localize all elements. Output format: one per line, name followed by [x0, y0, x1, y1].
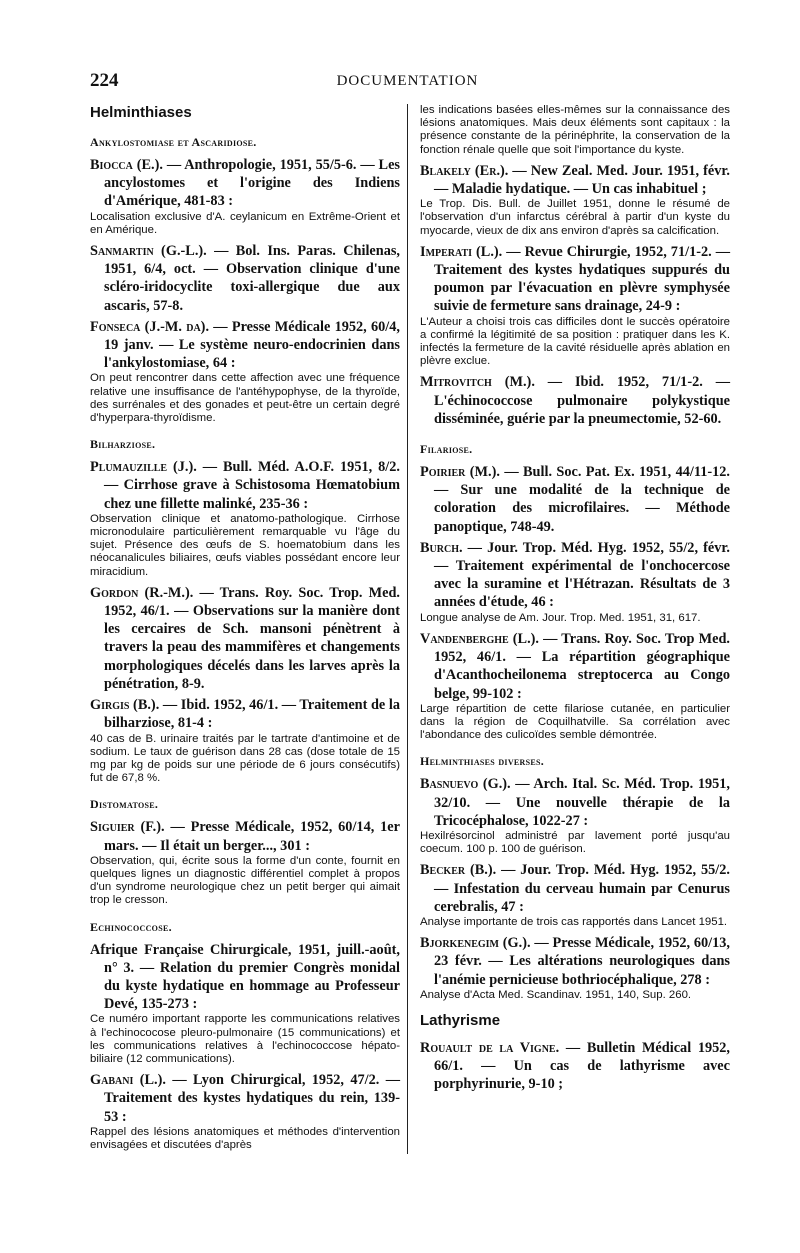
entry-reference: — Presse Médicale 1952, 60/4, 19 janv. — Le système neuro-endocrinien dans l'ankylostomiase, 64 :	[104, 318, 400, 372]
entry-citation	[420, 373, 730, 428]
entry-author: Poirier (M.).	[420, 464, 500, 481]
entry-note: Observation clinique et anatomo-pathologique. Cirrhose micronodulaire particulièrement remarquable vu l'âge du sujet. Présence des œufs de S. hoematobium dans les néocanalicules biliaires, œufs viables possédant encore leur miracidium.	[90, 512, 400, 578]
entry-citation	[420, 463, 730, 536]
entry-author: Blakely (Er.).	[420, 162, 509, 179]
entry-note: 40 cas de B. urinaire traités par le tartrate d'antimoine et de sodium. Le taux de guérison dans 28 cas (dose totale de 15 mg par kg de poids sur une période de 6 jours consécutifs) fut de 67,8 %.	[90, 732, 400, 785]
subsection-heading: Distomatose.	[90, 797, 159, 812]
entry-citation	[90, 696, 400, 732]
bibliography-entry	[420, 539, 730, 625]
entry-note: Localisation exclusive d'A. ceylanicum en Extrême-Orient et en Amérique.	[90, 210, 400, 236]
entry-citation	[420, 775, 730, 830]
entry-author: Gordon (R.-M.).	[90, 584, 194, 601]
entry-reference: — Jour. Trop. Méd. Hyg. 1952, 55/2, févr. — Traitement expérimental de l'onchocercose avec la suramine et l'Hétrazan. Résultats de 3 années d'étude, 46 :	[434, 539, 730, 611]
subsection-heading: Echinococcose.	[90, 919, 172, 934]
bibliography-entry	[90, 242, 400, 315]
entry-note: L'Auteur a choisi trois cas difficiles dont le succès opératoire a confirmé la légitimité de sa position : pratiquer dans les K. infectés la fermeture de la cavité résiduelle après ablation en plèvre exclue.	[420, 315, 730, 368]
entry-reference: — Ibid. 1952, 71/1-2. — L'échinococcose pulmonaire polykystique disséminée, guérie par la pneumectomie, 52-60.	[434, 374, 730, 427]
entry-note: Longue analyse de Am. Jour. Trop. Med. 1951, 31, 617.	[420, 611, 701, 624]
entry-reference: — Trans. Roy. Soc. Trop. Med. 1952, 46/1. — Observations sur la manière dont les cercaires de Sch. mansoni pénètrent à travers la peau des mammifères et changements morphologiques décelés dans les larves après la pénétration, 8-9.	[104, 584, 400, 692]
bibliography-entry	[420, 861, 730, 929]
left-subsections	[90, 135, 400, 1152]
entry-author: Girgis (B.).	[90, 697, 160, 714]
subsection-heading: Ankylostomiase et Ascaridiose.	[90, 135, 257, 149]
continuation-note: les indications basées elles-mêmes sur la connaissance des lésions anatomiques. Mais deux éléments sont capitaux : la présence constante de la périnéphrite, la conservation de la fonction rénale quelle que soit l'importance du kyste.	[420, 104, 730, 156]
entry-reference: — Presse Médicale, 1952, 60/14, 1er mars. — Il était un berger..., 301 :	[104, 819, 400, 854]
entry-reference: — Presse Médicale, 1952, 60/13, 23 févr. — Les altérations neurologiques dans l'anémie pernicieuse bothriocéphalique, 278 :	[434, 935, 731, 988]
entry-note: Le Trop. Dis. Bull. de Juillet 1951, donne le résumé de l'observation d'un infarctus cérébral à partir d'un kyste du myocarde, vieux de dix ans environ d'après sa calcification.	[420, 198, 730, 237]
entry-reference: — Ibid. 1952, 46/1. — Traitement de la bilharziose, 81-4 :	[104, 697, 400, 732]
running-head: DOCUMENTATION	[336, 73, 479, 89]
left-column	[90, 104, 400, 1157]
page-header	[90, 70, 725, 94]
entry-reference: — Lyon Chirurgical, 1952, 47/2. — Traitement des kystes hydatiques du rein, 139-53 :	[104, 1072, 400, 1125]
entry-citation	[90, 1071, 400, 1126]
bibliography-entry	[420, 243, 730, 369]
bibliography-entry	[420, 775, 730, 856]
column-divider	[407, 104, 408, 1154]
entry-note: On peut rencontrer dans cette affection avec une fréquence relative une insuffisance de l'antéhypophyse, de la thyroïde, des surrénales et des gonades et peut-être un certain degré d'hyperpara-thyroïdisme.	[90, 372, 400, 425]
entry-citation	[420, 934, 730, 989]
entry-citation	[420, 1039, 730, 1094]
entry-author: Plumauzille (J.).	[90, 459, 197, 476]
bibliography-entry	[90, 318, 400, 425]
right-column	[420, 104, 730, 1097]
entry-reference: — Revue Chirurgie, 1952, 71/1-2. — Traitement des kystes hydatiques suppurés du poumon par l'évacuation en plèvre symphysée suivie de fermeture sans drainage, 24-9 :	[434, 243, 731, 315]
entry-reference: — Bol. Ins. Paras. Chilenas, 1951, 6/4, oct. — Observation clinique d'une scléro-iridocyclite toxi-allergique due aux ascaris, 57-8.	[104, 243, 400, 314]
entry-citation	[90, 242, 400, 315]
bibliography-entry	[90, 941, 400, 1067]
entry-author: Imperati (L.).	[420, 243, 503, 260]
entry-author: Rouault de la Vigne.	[420, 1039, 560, 1056]
entry-citation	[90, 156, 400, 211]
subsection-heading: Helminthiases diverses.	[420, 754, 545, 769]
entry-citation	[420, 162, 730, 198]
entry-reference: — Trans. Roy. Soc. Trop Med. 1952, 46/1. — La répartition géographique d'Acanthocheilonema streptocerca au Congo belge, 99-102 :	[434, 630, 730, 702]
page-number: 224	[90, 70, 119, 91]
entry-reference: — Anthropologie, 1951, 55/5-6. — Les ancylostomes et l'origine des Indiens d'Amérique, 481-83 :	[104, 157, 400, 210]
entry-reference: — Bulletin Médical 1952, 66/1. — Un cas de lathyrisme avec porphyrinurie, 9-10 ;	[434, 1039, 731, 1093]
entry-note: Analyse importante de trois cas rapportés dans Lancet 1951.	[420, 915, 728, 928]
subsection-heading: Filariose.	[420, 442, 473, 457]
bibliography-entry	[90, 458, 400, 579]
right-entries-b	[420, 1039, 730, 1094]
entry-citation	[90, 584, 400, 693]
entry-citation	[90, 318, 400, 373]
bibliography-entry	[90, 818, 400, 907]
bibliography-entry	[420, 463, 730, 536]
entry-author: Becker (B.).	[420, 862, 497, 879]
entry-author: Vandenberghe (L.).	[420, 630, 539, 647]
entry-author: Bjorkenegim (G.).	[420, 935, 531, 952]
section-title-lathyrisme: Lathyrisme	[420, 1011, 501, 1029]
entry-citation	[420, 630, 730, 703]
entry-author: Siguier (F.).	[90, 819, 165, 836]
entry-reference: — New Zeal. Med. Jour. 1951, févr. — Maladie hydatique. — Un cas inhabituel ;	[434, 162, 730, 198]
subsection-heading: Bilharziose.	[90, 437, 156, 452]
bibliography-entry	[420, 630, 730, 742]
entry-author: Basnuevo (G.).	[420, 776, 511, 793]
entry-citation	[420, 861, 730, 916]
bibliography-entry	[90, 584, 400, 693]
right-entries-a	[420, 162, 730, 428]
bibliography-entry	[420, 373, 730, 428]
entry-citation	[420, 539, 730, 612]
entry-author: Gabani (L.).	[90, 1072, 166, 1089]
right-subsections	[420, 442, 730, 1002]
entry-author: Fonseca (J.-M. da).	[90, 318, 210, 335]
entry-note: Hexilrésorcinol administré par lavement porté jusqu'au coecum. 100 p. 100 de guérison.	[420, 829, 730, 856]
bibliography-entry	[420, 1039, 730, 1094]
bibliography-entry	[90, 156, 400, 237]
entry-reference: Afrique Française Chirurgicale, 1951, juill.-août, n° 3. — Relation du premier Congrès monidal du kyste hydatique en hommage au Professeur Devé, 135-273 :	[90, 941, 400, 1013]
entry-note: Ce numéro important rapporte les communications relatives à l'echinococose pleuro-pulmonaire (15 communications) et les communications relatives à l'echinococcose hépato-biliaire (12 communications).	[90, 1013, 400, 1065]
entry-note: Large répartition de cette filariose cutanée, en particulier dans la région de Coquilhatville. Sa corrélation avec l'abondance des culicoïdes semble démontrée.	[420, 702, 730, 742]
bibliography-entry	[90, 696, 400, 785]
entry-citation	[420, 243, 730, 316]
entry-author: Biocca (E.).	[90, 157, 163, 173]
entry-note: Analyse d'Acta Med. Scandinav. 1951, 140, Sup. 260.	[420, 988, 692, 1001]
entry-author: Burch.	[420, 539, 463, 556]
entry-reference: — Jour. Trop. Méd. Hyg. 1952, 55/2. — Infestation du cerveau humain par Cenurus cerebralis, 47 :	[434, 862, 730, 915]
entry-citation	[90, 458, 400, 513]
entry-citation	[90, 941, 400, 1014]
bibliography-entry	[420, 162, 730, 238]
bibliography-entry	[420, 934, 730, 1002]
entry-author: Sanmartin (G.-L.).	[90, 243, 207, 260]
entry-author: Mitrovitch (M.).	[420, 374, 535, 391]
entry-citation	[90, 818, 400, 854]
bibliography-entry	[90, 1071, 400, 1152]
entry-reference: — Bull. Soc. Pat. Ex. 1951, 44/11-12. — Sur une modalité de la technique de coloration des microfilaires. — Méthode panoptique, 748-49.	[434, 464, 730, 535]
entry-note: Rappel des lésions anatomiques et méthodes d'intervention envisagées et discutées d'après	[90, 1125, 400, 1151]
entry-reference: — Bull. Méd. A.O.F. 1951, 8/2. — Cirrhose grave à Schistosoma Hœmatobium chez une fillette malinké, 235-36 :	[104, 459, 400, 512]
entry-note: Observation, qui, écrite sous la forme d'un conte, fournit en quelques lignes un diagnostic différentiel complet à propos d'un syndrome neurologique chez un petit berger qui aimait trop le cresson.	[90, 854, 400, 907]
section-title: Helminthiases	[90, 104, 192, 121]
entry-reference: — Arch. Ital. Sc. Méd. Trop. 1951, 32/10. — Une nouvelle thérapie de la Tricocéphalose, 1022-27 :	[434, 776, 730, 829]
